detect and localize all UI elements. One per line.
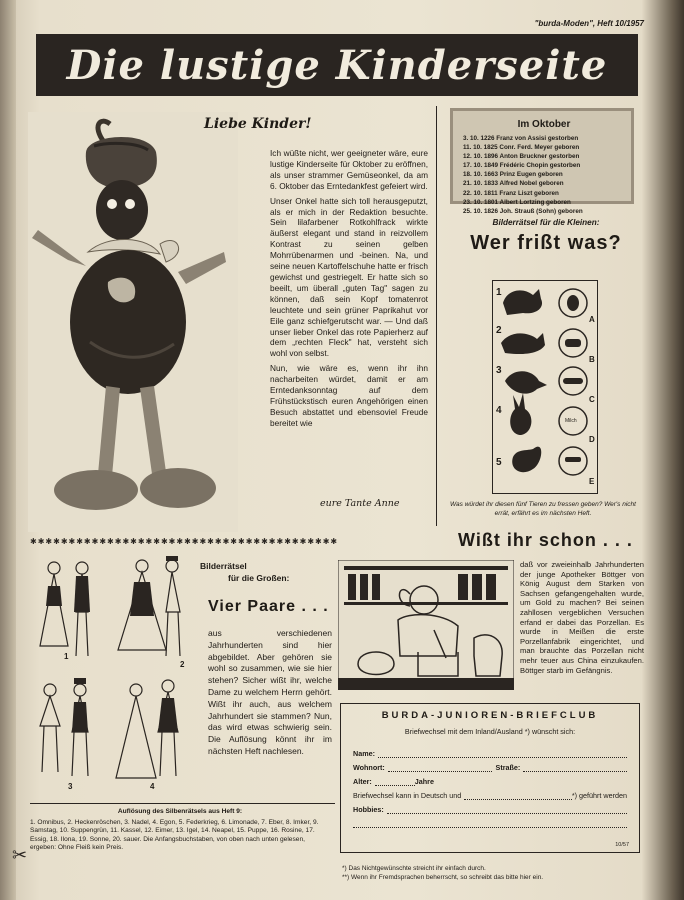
list-item: 22. 10. 1811 Franz Liszt geboren bbox=[463, 189, 559, 197]
hobbies-label: Hobbies: bbox=[353, 805, 384, 814]
gefuehrt-label: *) geführt werden bbox=[571, 791, 627, 800]
puzzle-number: 3 bbox=[496, 365, 502, 376]
aufloesung-section bbox=[30, 808, 330, 853]
language-field[interactable] bbox=[464, 792, 572, 800]
hen-icon bbox=[505, 371, 547, 393]
name-field[interactable] bbox=[378, 750, 627, 758]
title-banner bbox=[36, 34, 638, 96]
list-item: 3. 10. 1226 Franz von Assisi gestorben bbox=[463, 135, 579, 142]
cat-icon bbox=[503, 289, 542, 315]
milk-jar-label: Milch bbox=[565, 418, 577, 424]
name-label: Name: bbox=[353, 749, 375, 758]
scissors-icon: ✂ bbox=[12, 845, 28, 865]
grosse-puzzle-label bbox=[200, 560, 330, 584]
club-page-ref: 10/57 bbox=[615, 842, 629, 848]
section-divider bbox=[30, 803, 335, 804]
briefwechsel-label: Briefwechsel kann in Deutsch und bbox=[353, 791, 462, 800]
figure-number: 4 bbox=[150, 782, 155, 791]
hobbies-field-2[interactable] bbox=[353, 820, 627, 828]
hobbies-row-2 bbox=[353, 814, 627, 828]
four-couples-illustration bbox=[32, 556, 192, 792]
puzzle-number: 4 bbox=[496, 405, 502, 416]
puzzle-number: 2 bbox=[496, 325, 502, 336]
kleine-puzzle-label: Bilderrätsel für die Kleinen: bbox=[492, 218, 600, 227]
kleine-puzzle-title: Wer frißt was? bbox=[470, 232, 622, 254]
briefwechsel-row bbox=[353, 786, 627, 800]
dog-icon bbox=[501, 333, 545, 354]
grosse-puzzle-text: aus verschiedenen Jahrhunderten sind hier abgebildet. Aber gehören sie wohl so zusammen, wie sie hier stehen? Sicher wißt ihr, welche Dame zu welchem Herrn gehört. Wißt ihr auch, aus welchem Jahrhundert sie stammen? Nun, das wird etwas schwierig sein. Die Auflösung könnt ihr im nächsten Heft nachlesen. bbox=[208, 628, 332, 756]
briefclub-subtitle: Briefwechsel mit dem Inland/Ausland *) wünscht sich: bbox=[404, 727, 576, 736]
alter-label: Alter: bbox=[353, 777, 372, 786]
letter-paragraph: Nun, wie wäre es, wenn ihr ihn nacharbeiten würdet, damit er am Erntedanksonntag auf dem Frühstückstisch euren Angehörigen einen Besuch abstattet und ebensoviel Freude bereitet wie bbox=[270, 363, 428, 428]
letter-paragraph: Ich wüßte nicht, wer geeigneter wäre, eure lustige Kinderseite für Oktober zu eröffnen, als unser strammer Gemüseonkel, da am 6. Oktober das Erntedankfest gefeiert wird. bbox=[270, 148, 428, 191]
jahre-label: Jahre bbox=[414, 777, 434, 786]
vegetable-man-illustration bbox=[28, 112, 238, 532]
hobbies-row bbox=[353, 800, 627, 814]
footnotes bbox=[342, 864, 642, 882]
letter-greeting: Liebe Kinder! bbox=[204, 116, 312, 132]
name-row bbox=[353, 744, 627, 758]
wohnort-field[interactable] bbox=[388, 764, 492, 772]
puzzle-letter: C bbox=[589, 395, 595, 404]
puzzle-letter: B bbox=[589, 355, 595, 364]
grosse-puzzle-title: Vier Paare . . . bbox=[208, 598, 329, 615]
list-item: 23. 10. 1801 Albert Lortzing geboren bbox=[463, 198, 571, 206]
page-title: Die lustige Kinderseite bbox=[66, 41, 608, 89]
briefclub-title: BURDA-JUNIOREN-BRIEFCLUB bbox=[381, 710, 599, 721]
strasse-label: Straße: bbox=[495, 763, 521, 772]
aufloesung-title: Auflösung des Silbenrätsels aus Heft 9: bbox=[117, 808, 243, 815]
list-item: 25. 10. 1826 Joh. Strauß (Sohn) geboren bbox=[463, 207, 583, 215]
page-edge-shadow bbox=[642, 0, 684, 900]
grosse-puzzle-label-line: Bilderrätsel bbox=[200, 561, 247, 571]
masthead: "burda-Moden", Heft 10/1957 bbox=[534, 19, 644, 28]
rabbit-icon bbox=[510, 393, 531, 435]
wohnort-label: Wohnort: bbox=[353, 763, 385, 772]
footnote: **) Wenn ihr Fremdsprachen beherrscht, so schreibt das bitte hier ein. bbox=[342, 874, 544, 882]
puzzle-letter: D bbox=[589, 435, 595, 444]
alter-row bbox=[353, 772, 627, 786]
binding-gutter bbox=[0, 0, 16, 900]
list-item: 11. 10. 1825 Conr. Ferd. Meyer geboren bbox=[463, 144, 580, 152]
alter-field[interactable] bbox=[375, 778, 415, 786]
figure-number: 1 bbox=[64, 652, 69, 661]
alchemist-illustration bbox=[338, 560, 514, 690]
figure-number: 3 bbox=[68, 782, 73, 791]
column-divider bbox=[436, 106, 437, 526]
wisst-title: Wißt ihr schon . . . bbox=[458, 530, 633, 550]
animal-food-drawing bbox=[493, 281, 599, 495]
kleine-puzzle-question: Was würdet ihr diesen fünf Tieren zu fressen geben? Wer's nicht errät, erfährt es im nächsten Heft. bbox=[450, 501, 636, 517]
letter-paragraph: Unser Onkel hatte sich toll herausgeputzt, als er mich in der Redaktion besuchte. Sein lilafarbener Rotkohlfrack wirkte äußerst elegant und stand in reizvollem Kontrast zu seinen gelben Mohrrübenarmen und -beinen. Na, und seine neuen Kartoffelschuhe hatte er frisch gewichst und gestriegelt. Er hatte sich so beeilt, um überall „guten Tag" sagen zu können, daß sein Kopf tomatenrot leuchtete und sein grüner Paprikahut vor Eile ganz schiefgerutscht war. — Und daß unser lieber Onkel das rote Papierherz auf dem „rechten Fleck" hat, versteht sich wohl von selbst. bbox=[270, 195, 428, 359]
grosse-puzzle-label-line: für die Großen: bbox=[228, 573, 290, 583]
animal-food-puzzle bbox=[492, 280, 598, 494]
squirrel-icon bbox=[512, 447, 541, 473]
footnote: *) Das Nichtgewünschte streicht ihr einfach durch. bbox=[342, 865, 486, 872]
list-item: 12. 10. 1896 Anton Bruckner gestorben bbox=[463, 153, 580, 161]
oktober-list bbox=[463, 134, 625, 216]
star-divider: ✱✱✱✱✱✱✱✱✱✱✱✱✱✱✱✱✱✱✱✱✱✱✱✱✱✱✱✱✱✱✱✱✱✱✱✱✱✱✱✱ bbox=[30, 537, 339, 546]
oktober-box bbox=[450, 108, 634, 215]
aufloesung-text: 1. Omnibus, 2. Heckenröschen, 3. Nadel, 4. Egon, 5. Federkrieg, 6. Limonade, 7. Eber, 8. Imker, 9. Samstag, 10. Suppengrün, 11. Kassel, 12. Eimer, 13. Igel, 14. Neapel, 15. Puppe, 16. Rosine, 17. Essig, 18. Ilona, 19. Sonne, 20. sauer. Die Anfangsbuchstaben, von oben nach unten gelesen, ergeben: Ohne Fleiß kein Preis. bbox=[30, 818, 319, 852]
letter-body bbox=[270, 148, 428, 433]
strasse-field[interactable] bbox=[523, 764, 627, 772]
oktober-title: Im Oktober bbox=[517, 119, 571, 130]
address-row bbox=[353, 758, 627, 772]
puzzle-letter: A bbox=[589, 315, 595, 324]
puzzle-letter: E bbox=[589, 477, 595, 486]
list-item: 18. 10. 1663 Prinz Eugen geboren bbox=[463, 171, 563, 179]
list-item: 17. 10. 1849 Frédéric Chopin gestorben bbox=[463, 162, 581, 170]
briefclub-form bbox=[340, 703, 640, 853]
figure-number: 2 bbox=[180, 660, 185, 669]
puzzle-number: 1 bbox=[496, 287, 502, 298]
list-item: 21. 10. 1833 Alfred Nobel geboren bbox=[463, 180, 564, 188]
letter-signature: eure Tante Anne bbox=[320, 498, 400, 509]
hobbies-field[interactable] bbox=[387, 806, 627, 814]
puzzle-number: 5 bbox=[496, 457, 502, 468]
wisst-text: daß vor zweieinhalb Jahrhunderten der junge Apotheker Böttger von König August dem Starken von Sachsen gefangengehalten wurde, um Gold zu machen? Bei seinen zahllosen vergeblichen Versuchen erfand er dabei das Porzellan. Es wurde in Meißen die erste Porzellanfabrik eingerichtet, und man brauchte das Porzellan nicht mehr teuer aus China einzukaufen. Böttger starb im Gefängnis. bbox=[520, 560, 644, 675]
